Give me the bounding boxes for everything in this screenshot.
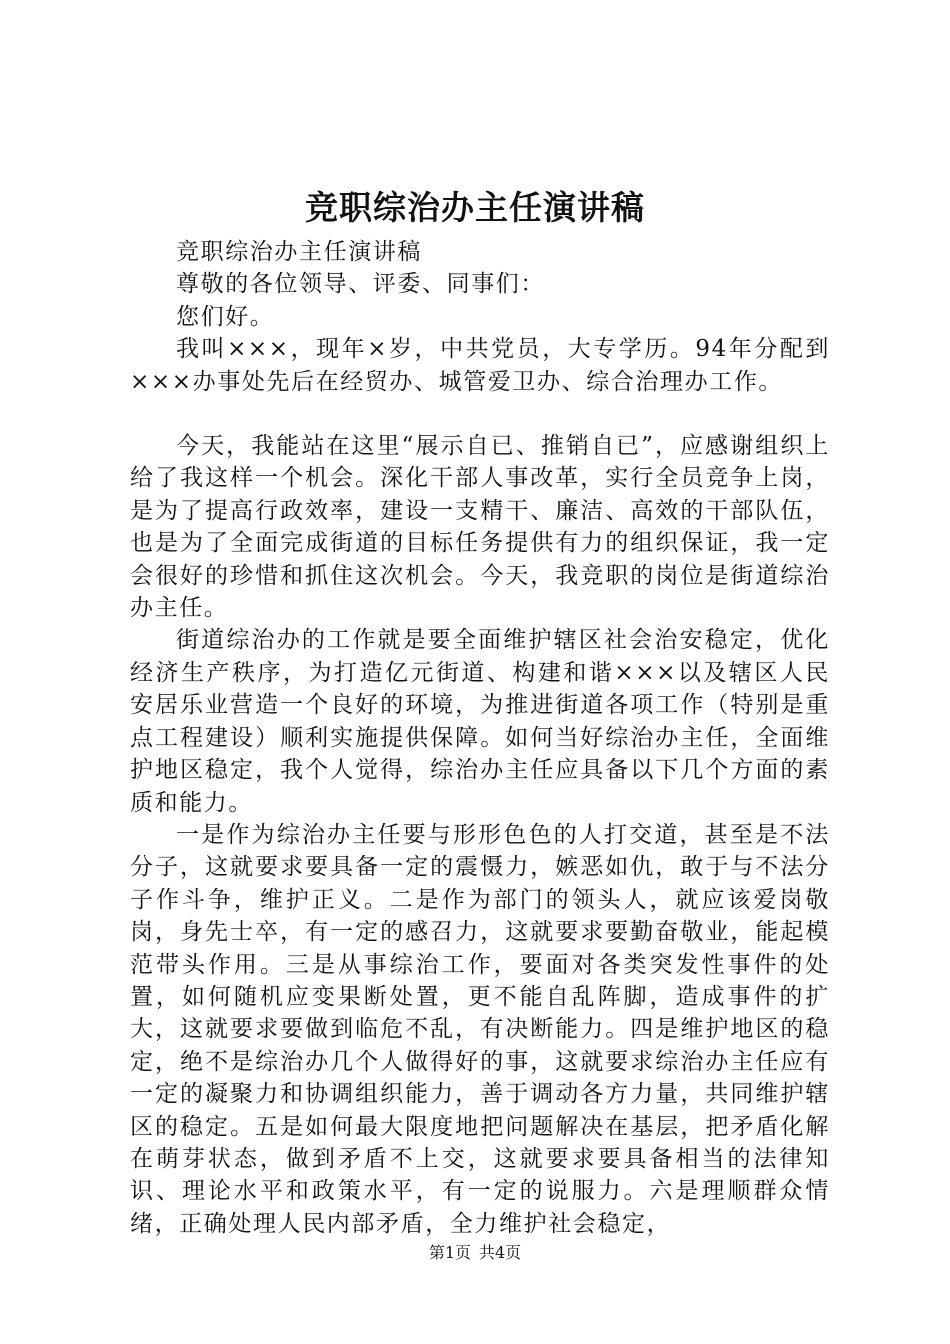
body-paragraph: 街道综治办的工作就是要全面维护辖区社会治安稳定，优化经济生产秩序，为打造亿元街道、构建和谐×××以及辖区人民安居乐业营造一个良好的环境，为推进街道各项工作（特别是重点工程建设）顺利实施提供保障。如何当好综治办主任，全面维护地区稳定，我个人觉得，综治办主任应具备以下几个方面的素质和能力。 bbox=[130, 627, 830, 816]
page-number-current: 第1页 bbox=[428, 1243, 471, 1262]
body-paragraph: 我叫×××，现年×岁，中共党员，大专学历。94年分配到×××办事处先后在经贸办、城管爱卫办、综合治理办工作。 bbox=[130, 336, 830, 395]
document-body bbox=[130, 236, 830, 1240]
body-paragraph: 竞职综治办主任演讲稿 bbox=[176, 239, 422, 265]
document-title: 竞职综治办主任演讲稿 bbox=[305, 188, 645, 227]
body-paragraph: 尊敬的各位领导、评委、同事们： bbox=[176, 271, 545, 298]
body-paragraph: 今天，我能站在这里“展示自已、推销自已”，应感谢组织上给了我这样一个机会。深化干部人事改革，实行全员竞争上岗，是为了提高行政效率，建设一支精干、廉洁、高效的干部队伍，也是为了全面完成街道的目标任务提供有力的组织保证，我一定会很好的珍惜和抓住这次机会。今天，我竞职的岗位是街道综治办主任。 bbox=[130, 433, 830, 622]
page-number-total: 共4页 bbox=[479, 1243, 522, 1262]
page-footer bbox=[0, 1242, 950, 1264]
body-paragraph: 您们好。 bbox=[176, 303, 275, 330]
body-paragraph: 一是作为综治办主任要与形形色色的人打交道，甚至是不法分子，这就要求要具备一定的震慑力，嫉恶如仇，敢于与不法分子作斗争，维护正义。二是作为部门的领头人，就应该爱岗敬岗，身先士卒，有一定的感召力，这就要求要勤奋敬业，能起模范带头作用。三是从事综治工作，要面对各类突发性事件的处置，如何随机应变果断处置，更不能自乱阵脚，造成事件的扩大，这就要求要做到临危不乱，有决断能力。四是维护地区的稳定，绝不是综治办几个人做得好的事，这就要求综治办主任应有一定的凝聚力和协调组织能力，善于调动各方力量，共同维护辖区的稳定。五是如何最大限度地把问题解决在基层，把矛盾化解在萌芽状态，做到矛盾不上交，这就要求要具备相当的法律知识、理论水平和政策水平，有一定的说服力。六是理顺群众情绪，正确处理人民内部矛盾，全力维护社会稳定， bbox=[130, 821, 830, 1237]
